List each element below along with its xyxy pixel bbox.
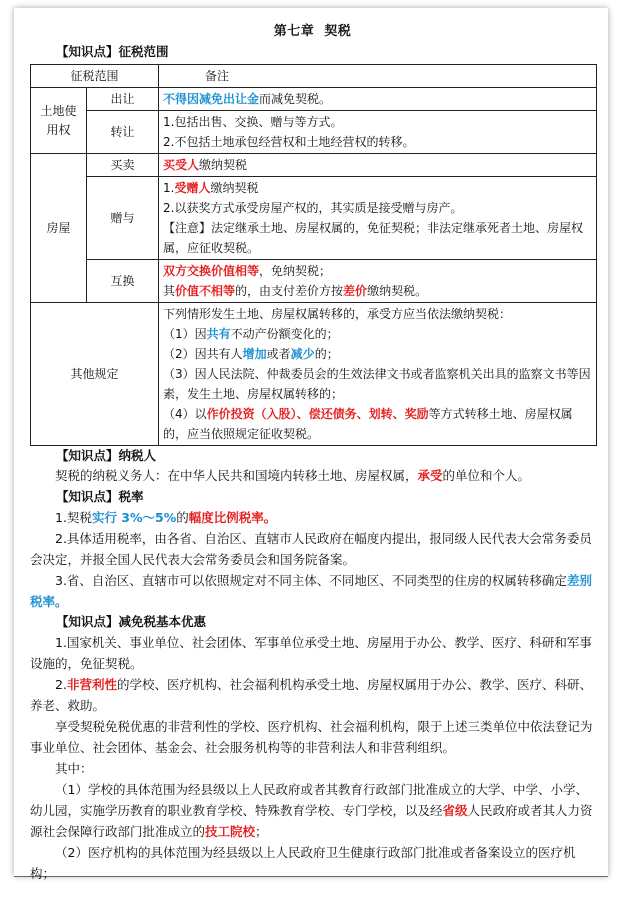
relief-note-label: 其中： [55,761,93,776]
table-row [31,260,597,303]
sell-remark: 不得因减免出让金而减免契税。 [159,88,597,111]
gift-remark: 1.受赠人缴纳契税 2.以获奖方式承受房屋产权的，其实质是接受赠与房产。 【注意】法定继承土地、房屋权属的，免征契税；非法定继承死者土地、房屋权属，应征收契税。 [159,177,597,260]
table-row [31,303,597,446]
section-heading-relief: 【知识点】减免税基本优惠 [56,614,207,629]
section-heading-rate: 【知识点】税率 [56,489,144,504]
house-label: 房屋 [31,154,87,303]
page-title: 第七章 契税 [273,24,352,39]
gift-label: 赠与 [87,177,159,260]
section-heading-scope: 【知识点】征税范围 [56,44,169,59]
table-row [31,88,597,111]
exchange-remark: 双方交换价值相等，免纳契税； 其价值不相等的，由支付差价方按差价缴纳契税。 [159,260,597,303]
header-remarks: 备注 [159,65,597,88]
relief-note: 享受契税免税优惠的非营利性的学校、医疗机构、社会福利机构，限于上述三类单位中依法登记为事业单位、社会团体、基金会、社会服务机构等的非营利法人和非营利组织。 [30,719,593,755]
taxpayer-text: 契税的纳税义务人：在中华人民共和国境内转移土地、房屋权属，承受的单位和个人。 [55,468,531,483]
scope-table [30,64,597,446]
divider [14,876,608,877]
buy-label: 买卖 [87,154,159,177]
relief-item-1: 1.国家机关、事业单位、社会团体、军事单位承受土地、房屋用于办公、教学、医疗、科研和军事设施的，免征契税。 [30,635,592,671]
relief-item-2: 2.非营利性的学校、医疗机构、社会福利机构承受土地、房屋权属用于办公、教学、医疗、科研、养老、救助。 [30,677,592,713]
rate-item-1: 1.契税实行 3%～5%的幅度比例税率。 [55,510,277,525]
relief-medical-range: （2）医疗机构的具体范围为经县级以上人民政府卫生健康行政部门批准或者备案设立的医疗机构； [30,845,576,881]
table-header-row [31,65,597,88]
land-label: 土地使用权 [31,88,87,154]
section-heading-taxpayer: 【知识点】纳税人 [56,448,157,463]
rate-item-3: 3.省、自治区、直辖市可以依照规定对不同主体、不同地区、不同类型的住房的权属转移确定差别税率。 [30,573,592,609]
header-scope: 征税范围 [31,65,159,88]
other-label: 其他规定 [31,303,159,446]
table-row [31,177,597,260]
rate-item-2: 2.具体适用税率，由各省、自治区、直辖市人民政府在幅度内提出，报同级人民代表大会常务委员会决定，并报全国人民代表大会常务委员会和国务院备案。 [30,531,592,567]
table-row [31,154,597,177]
transfer-label: 转让 [87,111,159,154]
sell-label: 出让 [87,88,159,111]
transfer-remark: 1.包括出售、交换、赠与等方式。 2.不包括土地承包经营权和土地经营权的转移。 [159,111,597,154]
exchange-label: 互换 [87,260,159,303]
relief-school-range: （1）学校的具体范围为经县级以上人民政府或者其教育行政部门批准成立的大学、中学、小学、幼儿园，实施学历教育的职业教育学校、特殊教育学校、专门学校，以及经省级人民政府或者其人力资源社会保障行政部门批准成立的技工院校； [30,782,593,839]
table-row [31,111,597,154]
other-remark: 下列情形发生土地、房屋权属转移的，承受方应当依法缴纳契税： （1）因共有不动产份额变化的； （2）因共有人增加或者减少的； （3）因人民法院、仲裁委员会的生效法律文书或者监察机关出具的监察文书等因素，发生土地、房屋权属转移的； （4）以作价投资（入股）、偿还债务、划转、奖励等方式转移土地、房屋权属的，应当依照规定征收契税。 [159,303,597,446]
buy-remark: 买受人缴纳契税 [159,154,597,177]
